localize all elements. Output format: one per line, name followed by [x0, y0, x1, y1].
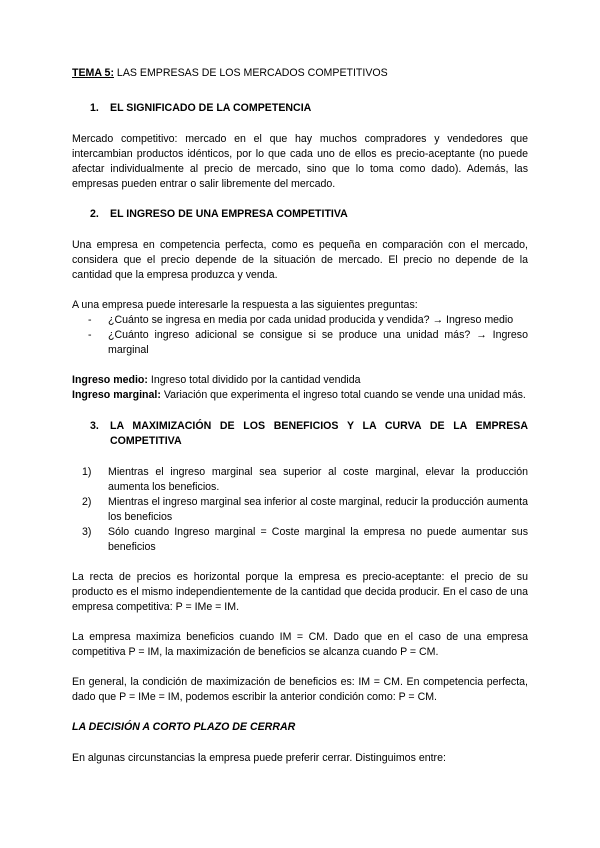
section-1-title: EL SIGNIFICADO DE LA COMPETENCIA — [110, 102, 312, 114]
section-2-number: 2. — [90, 208, 99, 220]
title-prefix: TEMA 5: — [72, 67, 114, 79]
section-2-title: EL INGRESO DE UNA EMPRESA COMPETITIVA — [110, 208, 348, 220]
list-item: - ¿Cuánto ingreso adicional se consigue si se produce una unidad más? → Ingreso marginal — [88, 329, 528, 356]
section-1-number: 1. — [90, 102, 99, 114]
list-item: 1) Mientras el ingreso marginal sea superior al coste marginal, elevar la producción aumenta los beneficios. — [82, 466, 528, 493]
section-3-number: 3. — [90, 420, 99, 432]
list-item: 2) Mientras el ingreso marginal sea inferior al coste marginal, reducir la producción aumenta los beneficios — [82, 496, 528, 523]
section-2-heading — [72, 207, 528, 222]
section-1-heading — [72, 101, 528, 116]
section-3-paragraph-3: En general, la condición de maximización de beneficios es: IM = CM. En competencia perfecta, dado que P = IMe = IM, podemos escribir la anterior condición como: P = CM. — [72, 676, 528, 703]
section-4-heading: LA DECISIÓN A CORTO PLAZO DE CERRAR — [72, 721, 296, 733]
question-list — [72, 313, 528, 358]
definition-ingreso-medio — [72, 373, 528, 388]
section-3-paragraph-1: La recta de precios es horizontal porque la empresa es precio-aceptante: el precio de su producto es el mismo independientemente de la cantidad que decida producir. En el caso de una empresa competitiva: P = IMe = IM. — [72, 571, 528, 613]
section-2-paragraph-2: A una empresa puede interesarle la respuesta a las siguientes preguntas: — [72, 299, 418, 311]
definition-label: Ingreso medio: — [72, 374, 148, 386]
definition-text: Variación que experimenta el ingreso total cuando se vende una unidad más. — [160, 389, 526, 401]
document-title — [72, 66, 528, 81]
definition-ingreso-marginal — [72, 388, 528, 403]
rules-list — [72, 465, 528, 555]
definition-text: Ingreso total dividido por la cantidad vendida — [147, 374, 361, 386]
section-4-paragraph: En algunas circunstancias la empresa puede preferir cerrar. Distinguimos entre: — [72, 752, 446, 764]
section-1-paragraph: Mercado competitivo: mercado en el que hay muchos compradores y vendedores que intercambian productos idénticos, por lo que cada uno de ellos es precio-aceptante (no puede afectar individualmente al precio de mercado, sino que lo toma como dado). Además, las empresas pueden entrar o salir libremente del mercado. — [72, 133, 528, 190]
section-3-title: LA MAXIMIZACIÓN DE LOS BENEFICIOS Y LA CURVA DE LA EMPRESA COMPETITIVA — [110, 420, 528, 447]
list-item: - ¿Cuánto se ingresa en media por cada unidad producida y vendida? → Ingreso medio — [72, 313, 528, 328]
section-3-paragraph-2: La empresa maximiza beneficios cuando IM = CM. Dado que en el caso de una empresa competitiva P = IM, la maximización de beneficios se alcanza cuando P = CM. — [72, 631, 528, 658]
title-text: LAS EMPRESAS DE LOS MERCADOS COMPETITIVOS — [113, 67, 388, 79]
question-2: ¿Cuánto ingreso adicional se consigue si se produce una unidad más? → Ingreso marginal — [108, 329, 528, 356]
document-page — [72, 66, 528, 781]
question-1: ¿Cuánto se ingresa en media por cada unidad producida y vendida? → Ingreso medio — [108, 314, 514, 326]
list-item: 3) Sólo cuando Ingreso marginal = Coste marginal la empresa no puede aumentar sus beneficios — [82, 526, 528, 553]
definition-label: Ingreso marginal: — [72, 389, 161, 401]
section-2-paragraph-1: Una empresa en competencia perfecta, como es pequeña en comparación con el mercado, considera que el precio depende de la situación de mercado. El precio no depende de la cantidad que la empresa produzca y venda. — [72, 239, 528, 281]
section-3-heading — [72, 419, 528, 449]
